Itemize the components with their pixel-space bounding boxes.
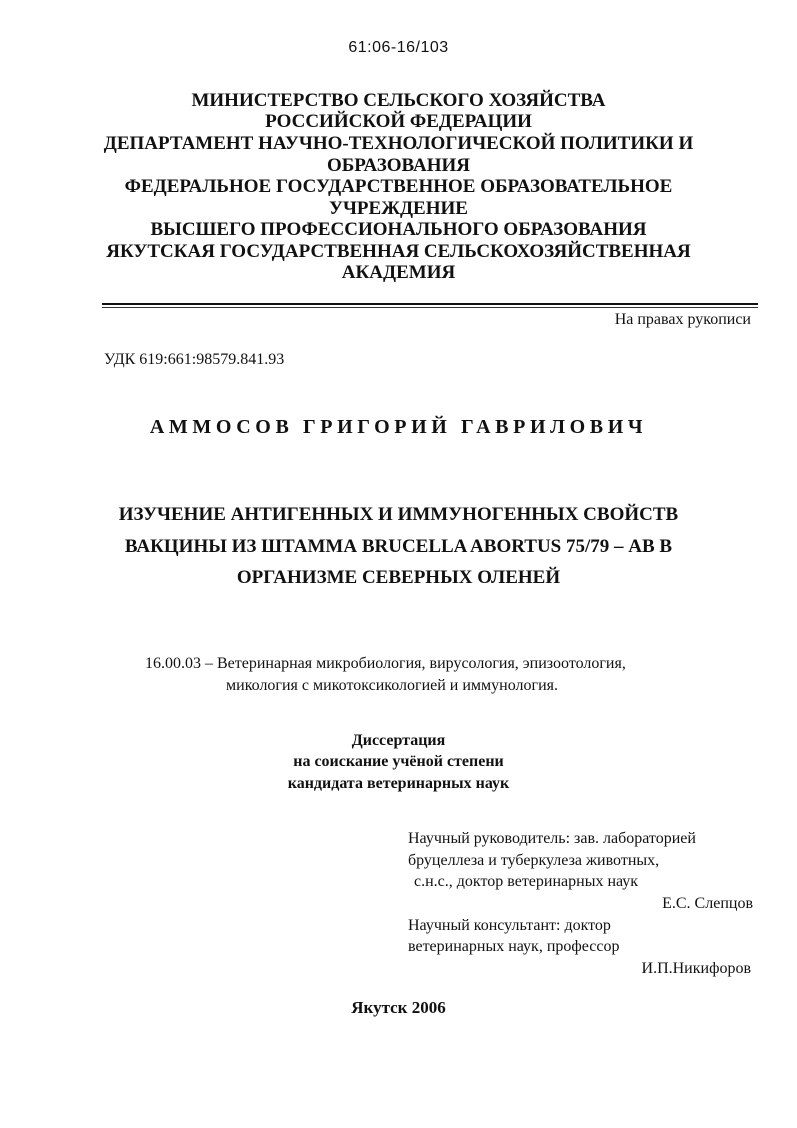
org-line: ДЕПАРТАМЕНТ НАУЧНО-ТЕХНОЛОГИЧЕСКОЙ ПОЛИТИКИ И <box>103 133 694 154</box>
org-line: ОБРАЗОВАНИЯ <box>326 155 471 176</box>
org-line: АКАДЕМИЯ <box>341 262 456 283</box>
org-line: ЯКУТСКАЯ ГОСУДАРСТВЕННАЯ СЕЛЬСКОХОЗЯЙСТВЕННАЯ <box>106 241 691 262</box>
supervisor-name: Е.С. Слепцов <box>662 895 753 912</box>
org-line: ФЕДЕРАЛЬНОЕ ГОСУДАРСТВЕННОЕ ОБРАЗОВАТЕЛЬНОЕ <box>124 176 673 197</box>
org-line: ВЫСШЕГО ПРОФЕССИОНАЛЬНОГО ОБРАЗОВАНИЯ <box>150 219 647 240</box>
org-line: УЧРЕЖДЕНИЕ <box>329 198 468 219</box>
org-line: МИНИСТЕРСТВО СЕЛЬСКОГО ХОЗЯЙСТВА <box>191 90 606 111</box>
org-line: РОССИЙСКОЙ ФЕДЕРАЦИИ <box>265 111 532 132</box>
title-line: ИЗУЧЕНИЕ АНТИГЕННЫХ И ИММУНОГЕННЫХ СВОЙСТВ <box>118 504 679 525</box>
specialty-line: микология с микотоксикологией и иммунология. <box>226 677 558 694</box>
rights-note: На правах рукописи <box>614 311 751 328</box>
degree-line: Диссертация <box>351 732 446 749</box>
udc-code: УДК 619:661:98579.841.93 <box>104 351 285 368</box>
title-line: ОРГАНИЗМЕ СЕВЕРНЫХ ОЛЕНЕЙ <box>236 567 561 588</box>
author-name: АММОСОВ ГРИГОРИЙ ГАВРИЛОВИЧ <box>149 416 648 438</box>
degree-line: на соискание учёной степени <box>293 753 504 770</box>
supervisor-line: с.н.с., доктор ветеринарных наук <box>414 873 639 890</box>
title-line: ВАКЦИНЫ ИЗ ШТАММА BRUCELLA ABORTUS 75/79 – АВ В <box>124 536 673 557</box>
document-code: 61:06-16/103 <box>348 39 449 56</box>
consultant-line: Научный консультант: доктор <box>408 917 611 934</box>
header-divider <box>102 303 758 305</box>
consultant-line: ветеринарных наук, профессор <box>408 938 620 955</box>
header-divider-thin <box>102 307 758 308</box>
specialty-line: 16.00.03 – Ветеринарная микробиология, вирусология, эпизоотология, <box>145 655 626 672</box>
consultant-name: И.П.Никифоров <box>641 960 751 977</box>
supervisor-line: бруцеллеза и туберкулеза животных, <box>408 852 660 869</box>
supervisor-line: Научный руководитель: зав. лабораторией <box>408 830 696 847</box>
degree-line: кандидата ветеринарных наук <box>287 775 510 792</box>
city-year: Якутск 2006 <box>351 998 446 1017</box>
